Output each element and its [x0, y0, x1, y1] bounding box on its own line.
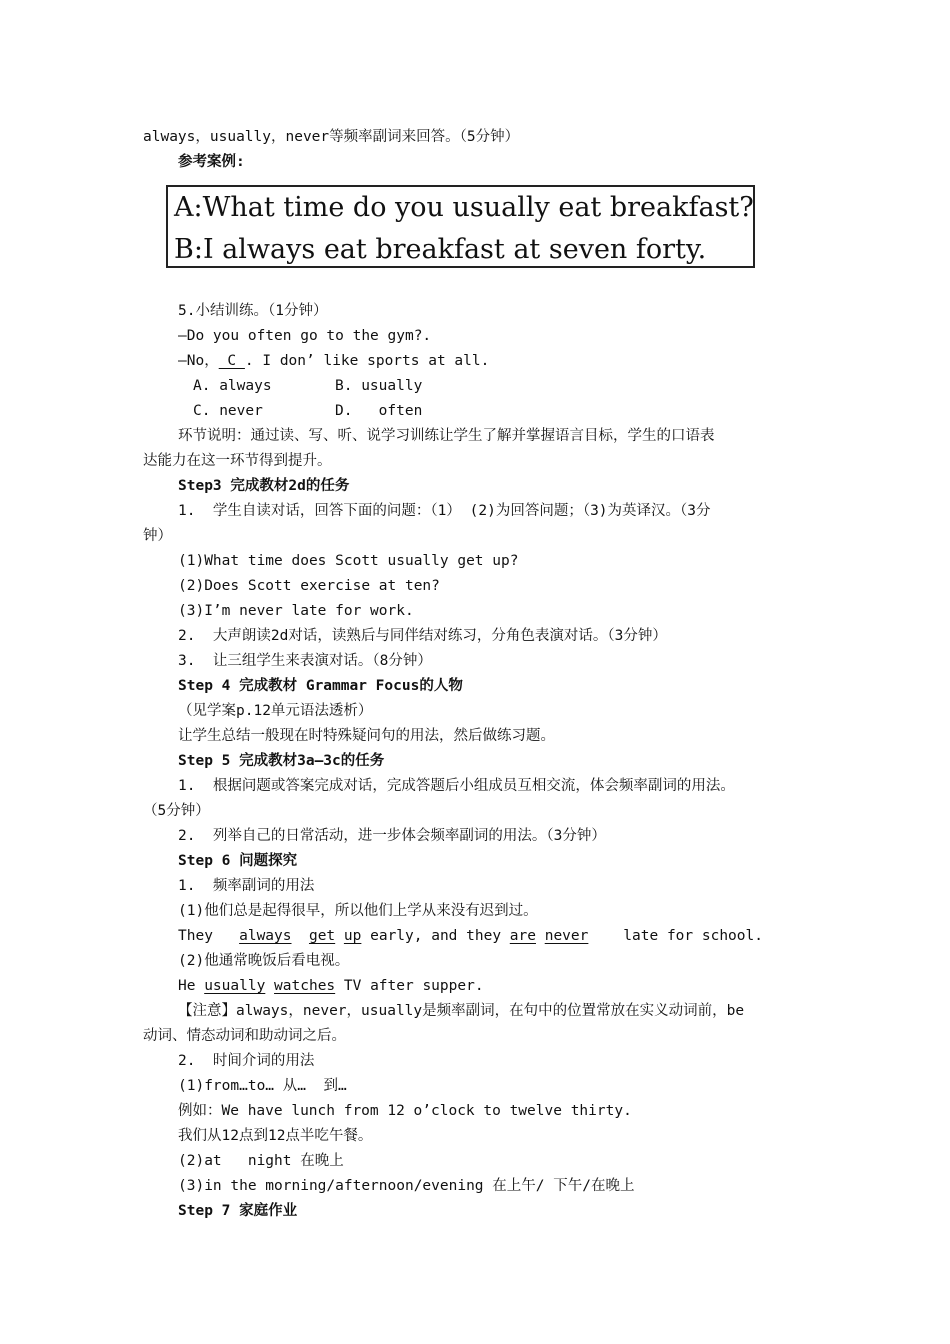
text-line: 动词、情态动词和助动词之后。	[143, 1028, 346, 1044]
step-heading: Step 5 完成教材3a—3c的任务	[178, 753, 385, 769]
text-line: 2. 时间介词的用法	[178, 1053, 315, 1069]
example-line-b: B:I always eat breakfast at seven forty.	[174, 234, 707, 265]
option-c: C. never	[193, 403, 263, 419]
option-a: A. always	[193, 378, 272, 394]
underlined-word: watches	[274, 978, 336, 994]
question-text: . I don’ like sports at all.	[244, 353, 490, 369]
underlined-word: get	[308, 928, 336, 944]
question-line	[178, 351, 489, 371]
text-line: (1)他们总是起得很早，所以他们上学从来没有迟到过。	[178, 903, 538, 919]
question-line: —Do you often go to the gym?.	[178, 328, 432, 344]
text-line: 让学生总结一般现在时特殊疑问句的用法，然后做练习题。	[178, 728, 555, 744]
text-line: 5.小结训练。（1分钟）	[178, 303, 328, 319]
step-heading: Step3 完成教材2d的任务	[178, 478, 350, 494]
example-line-a: A:What time do you usually eat breakfast?	[174, 192, 754, 223]
underlined-word: usually	[204, 978, 266, 994]
word: late for school.	[588, 928, 763, 944]
text-line: (3)I’m never late for work.	[178, 603, 414, 619]
text-line: 2. 列举自己的日常活动，进一步体会频率副词的用法。（3分钟）	[178, 828, 606, 844]
text-line: (1)from…to… 从… 到…	[178, 1078, 347, 1094]
text-line: 达能力在这一环节得到提升。	[143, 453, 332, 469]
text-line: 例如：We have lunch from 12 o’clock to twelve thirty.	[178, 1103, 632, 1119]
option-d: D. often	[335, 403, 423, 419]
text-line: 1. 根据问题或答案完成对话，完成答题后小组成员互相交流，体会频率副词的用法。	[178, 778, 735, 794]
text-line: （5分钟）	[143, 803, 210, 819]
step-heading: Step 7 家庭作业	[178, 1203, 298, 1219]
step-heading: Step 4 完成教材 Grammar Focus的人物	[178, 678, 463, 694]
text-line: (2)他通常晚饭后看电视。	[178, 953, 350, 969]
word: early, and they	[361, 928, 510, 944]
text-line: 1. 频率副词的用法	[178, 878, 315, 894]
text-line: 3. 让三组学生来表演对话。（8分钟）	[178, 653, 432, 669]
example-sentence	[178, 926, 763, 946]
text-line: （见学案p.12单元语法透析）	[178, 703, 373, 719]
text-line: 我们从12点到12点半吃午餐。	[178, 1128, 373, 1144]
text-line: always，usually，never等频率副词来回答。（5分钟）	[143, 129, 520, 145]
step-heading: Step 6 问题探究	[178, 853, 298, 869]
word: They	[178, 928, 240, 944]
example-sentence	[178, 976, 484, 996]
underlined-word: never	[544, 928, 589, 944]
underlined-word: always	[239, 928, 292, 944]
text-line: (3)in the morning/afternoon/evening 在上午/ 下午/在晚上	[178, 1178, 635, 1194]
underlined-word: are	[509, 928, 536, 944]
text-line: (2)at night 在晚上	[178, 1153, 344, 1169]
text-line: 钟）	[143, 528, 172, 544]
word: TV after supper.	[335, 978, 484, 994]
option-b: B. usually	[335, 378, 423, 394]
question-text: —No，	[178, 353, 219, 369]
answer-blank: C	[218, 353, 245, 369]
underlined-word: up	[343, 928, 362, 944]
word: He	[178, 978, 205, 994]
text-line: (1)What time does Scott usually get up?	[178, 553, 519, 569]
text-line: 环节说明：通过读、写、听、说学习训练让学生了解并掌握语言目标，学生的口语表	[178, 428, 715, 444]
text-line: (2)Does Scott exercise at ten?	[178, 578, 440, 594]
text-line: 【注意】always，never，usually是频率副词，在句中的位置常放在实义动词前，be	[178, 1003, 745, 1019]
text-line: 1. 学生自读对话，回答下面的问题：（1） (2)为回答问题；（3)为英译汉。（3分	[178, 503, 711, 519]
reference-heading: 参考案例:	[178, 154, 245, 170]
text-line: 2. 大声朗读2d对话，读熟后与同伴结对练习，分角色表演对话。（3分钟）	[178, 628, 667, 644]
example-dialogue-box	[166, 185, 755, 268]
